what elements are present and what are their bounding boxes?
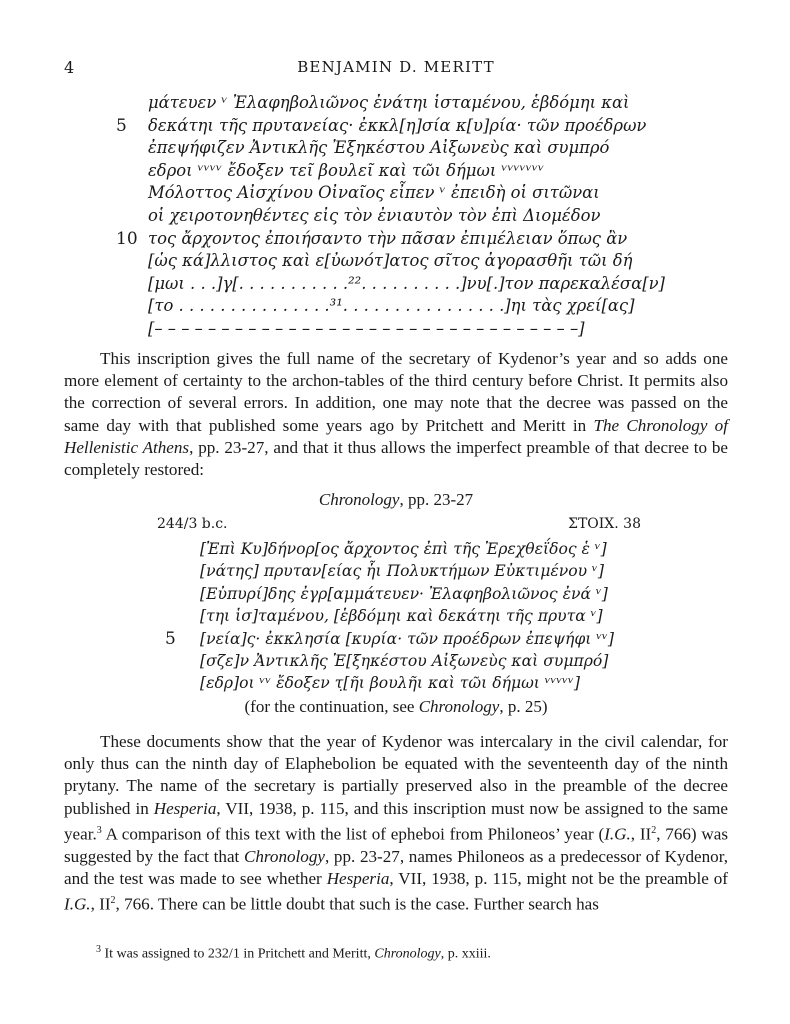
p2-text: A comparison of this text with the list of epheboi from Philoneos’ year ( (101, 824, 605, 844)
superscript: 2 (651, 824, 657, 836)
line-text: τος ἄρχοντος ἐποιήσαντο τὴν πᾶσαν ἐπιμέλειαν ὅπως ἂν (148, 228, 628, 248)
line-text: [νάτης] πρυταν[είας ἧι Πολυκτήμων Εὐκτιμένου ᵛ] (200, 562, 604, 581)
line-text: [εδρ]οι ᵛᵛ ἔδοξεν τ̣[ῆι βουλῆι καὶ τῶι δήμωι ᵛᵛᵛᵛᵛ] (200, 674, 580, 693)
line-text: [ὡς κά]λλιστος καὶ ε[ὐωνότ]ατος σῖτος ἀγορασθῆι τῶι δή (148, 251, 633, 271)
line-text: [τηι ἱσ]ταμένου, [ἑβδόμηι καὶ δεκάτηι τῆς πρυτα ᵛ] (200, 607, 603, 626)
continuation-note (64, 697, 728, 717)
chronology-title: Chronology (318, 490, 400, 509)
footnote-title: Chronology (374, 946, 441, 962)
footnote-text: It was assigned to 232/1 in Pritchett and Meritt, (101, 946, 375, 962)
line-text: μάτευεν ᵛ Ἐλαφηβολιῶνος ἐνάτηι ἱσταμένου, ἑβδόμηι καὶ (148, 93, 630, 112)
p2-text: , pp. 23-27, names Philoneos as a predecessor of Kydenor, and the test was made to see whether (64, 846, 728, 888)
chronology-pages: , pp. 23-27 (399, 490, 474, 509)
paragraph-2 (64, 731, 728, 916)
inscription-line (64, 628, 684, 650)
inscription-line (64, 672, 684, 694)
date-line (157, 516, 641, 532)
continuation-text-end: , p. 25) (499, 697, 548, 716)
paragraph-1-text-end: , pp. 23-27, and that it thus allows the imperfect preamble of that decree to be completely restored: (64, 437, 728, 480)
hesperia-title: Hesperia (326, 868, 390, 888)
inscription-line (64, 583, 684, 605)
page-header (64, 58, 728, 82)
p2-text: , 766) was suggested by the fact that (64, 824, 728, 866)
p2-text: These documents show that the year of Kydenor was intercalary in the civil calendar, for only thus can the ninth day of Elaphebolion be equated with the seventeenth day of the ninth prytany. The name of the secretary is partially preserved also in the preamble of the decree published in (64, 732, 728, 818)
line-text: [το . . . . . . . . . . . . . . .³¹. . . . . . . . . . . . . . . .]ηι τὰς χρεί[ας] (148, 296, 635, 316)
line-text: ἐπεψήφιζεν Ἀντικλῆς Ἐξηκέστου Αἰξωνεὺς καὶ συμπρό (148, 138, 610, 158)
inscription-text-1 (64, 92, 684, 341)
footnote (96, 944, 491, 963)
inscription-line (64, 538, 684, 560)
stoichedon-label: ΣΤΟΙΧ. 38 (568, 516, 641, 532)
footnote-number: 3 (96, 944, 101, 955)
line-number: 10 (116, 228, 138, 249)
continuation-title: Chronology (418, 697, 500, 716)
inscription-text-2 (64, 538, 684, 695)
line-text: [μωι . . .]γ[. . . . . . . . . . .²². . . . . . . . . .]νυ[.]τον παρεκαλέσα[ν] (148, 273, 665, 293)
line-number: 5 (116, 115, 127, 136)
line-text: [Ἐπὶ Κυ]δήνορ[ος ἄρχοντος ἐπὶ τῆς Ἐρεχθεΐδος ἑ ᵛ] (200, 540, 607, 558)
inscription-line (64, 250, 684, 273)
p2-text: , VII, 1938, p. 115, might not be the preamble of (389, 868, 728, 888)
p2-text: , 766. There can be little doubt that such is the case. Further search has (115, 894, 599, 914)
inscription-line (64, 318, 684, 341)
paragraph-1-text: This inscription gives the full name of the secretary of Kydenor’s year and so adds one more element of certainty to the archon-tables of the third century before Christ. It permits also the correction of several errors. In addition, one may note that the decree was passed on the same day with that published some years ago by Pritchett and Meritt in (64, 349, 728, 435)
superscript: 2 (110, 895, 116, 907)
inscription-line (64, 273, 684, 296)
line-text: δεκάτηι τῆς πρυτανείας· ἐκκλ[η]σία κ[υ]ρία· τῶν προέδρων (148, 115, 647, 135)
inscription-line (64, 160, 684, 183)
inscription-line (64, 650, 684, 672)
inscription-line (64, 137, 684, 160)
inscription-line (64, 295, 684, 318)
line-text: Μόλοττος Αἰσχίνου Οἰναῖος εἶπεν ᵛ ἐπειδὴ οἱ σιτῶναι (148, 183, 600, 203)
p2-text: , II (90, 894, 111, 914)
footnote-text-end: , p. xxiii. (440, 946, 491, 962)
line-text: εδροι ᵛᵛᵛᵛ ἔδοξεν τεῖ βουλεῖ καὶ τῶι δήμωι ᵛᵛᵛᵛᵛᵛᵛ (148, 160, 545, 180)
inscription-line (64, 560, 684, 582)
line-text: [Εὐπυρί]δης ἐγρ[αμμάτευεν· Ἐλαφηβολιῶνος ἐνά ᵛ] (200, 584, 608, 603)
continuation-text: (for the continuation, see (244, 697, 419, 716)
inscription-line (64, 182, 684, 205)
inscription-line (64, 115, 684, 138)
running-title: BENJAMIN D. MERITT (297, 58, 495, 76)
line-text: [σζε]ν Ἀντικλῆς Ἐ[ξηκέστου Αἰξωνεὺς καὶ συμπρό] (200, 651, 609, 670)
line-text: [– – – – – – – – – – – – – – – – – – – – – – – – – – – – – – – –] (148, 318, 585, 338)
paragraph-1 (64, 348, 728, 481)
ig-title: I.G. (604, 824, 631, 844)
inscription-line (64, 92, 684, 115)
p2-text: , VII, 1938, p. 115, and this inscription must now be assigned to the same year. (64, 798, 728, 844)
book-title: The Chronology of Hellenistic Athens (64, 415, 728, 457)
inscription-line (64, 228, 684, 251)
inscription-line (64, 605, 684, 627)
p2-text: , II (630, 824, 652, 844)
inscription-line (64, 205, 684, 228)
ig-title: I.G. (64, 894, 91, 914)
chronology-heading (64, 490, 728, 510)
line-text: οἱ χειροτονηθέντες εἰς τὸν ἐνιαυτὸν τὸν ἐπὶ Διομέδον (148, 205, 601, 225)
page-number: 4 (64, 58, 75, 77)
line-number: 5 (165, 628, 176, 649)
date-year: 244/3 b.c. (157, 516, 228, 532)
hesperia-title: Hesperia (153, 798, 217, 818)
line-text: [νεία]ς· ἐκκλησία [κυρία· τῶν προέδρων ἐπεψήφι ᵛᵛ] (200, 629, 615, 648)
footnote-marker: 3 (96, 824, 102, 836)
chronology-title: Chronology (243, 846, 325, 866)
